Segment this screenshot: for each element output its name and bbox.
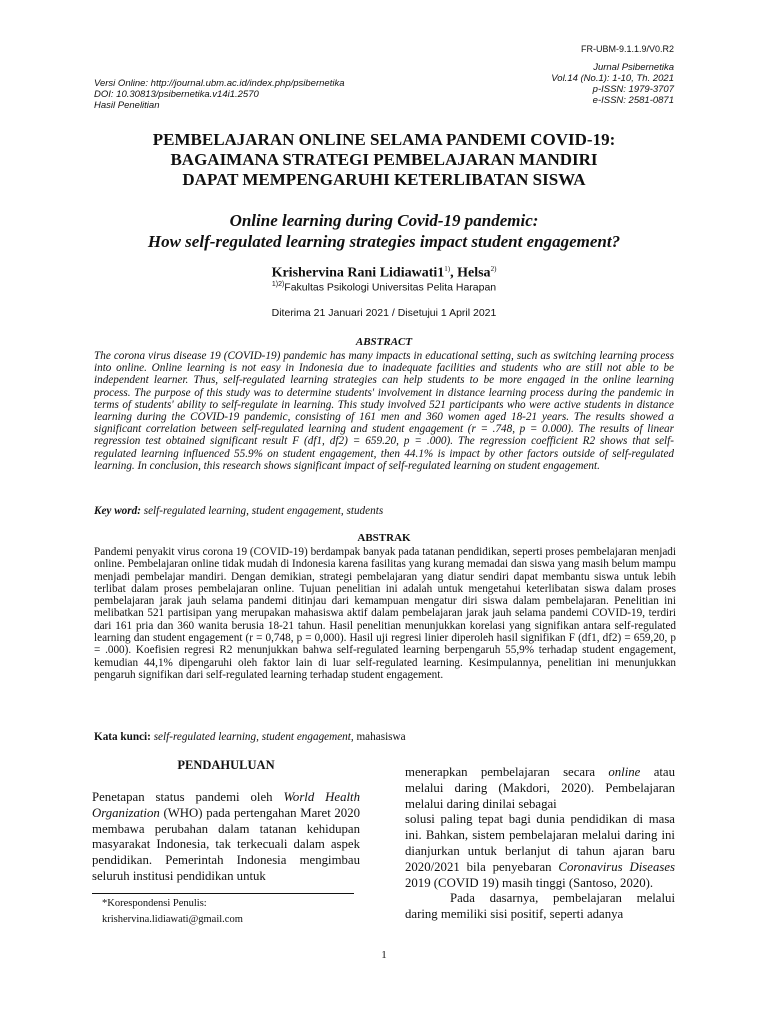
author-1: Krishervina Rani Lidiawati1 — [271, 265, 445, 281]
form-code: FR-UBM-9.1.1.9/V0.R2 — [580, 44, 674, 54]
online-term: online — [608, 765, 641, 779]
journal-p-issn: p-ISSN: 1979-3707 — [592, 84, 674, 95]
abstrak-text: Pandemi penyakit virus corona 19 (COVID-19) berdampak banyak pada tatanan pendidikan, seperti proses pembelajaran menjadi online. Pembelajaran online tidak mudah di Indonesia karena fasilitas yang kurang memadai dan siswa yang masih belum mampu menjadi pembelajar mandiri. Dengan demikian, strategi pembelajaran yang diatur sendiri dapat membantu siswa untuk lebih terlibat dalam proses pembelajaran online. Tujuan penelitian ini adalah untuk mengetahui keterlibatan siswa dalam proses pembelajaran jarak jauh selama pandemi ditinjau dari kemampuan mengatur diri siswa dalam pembelajaran. Penelitian ini melibatkan 521 partisipan yang merupakan mahasiswa aktif dalam pembelajaran jarak jauh selama pandemi COVID-19, terdiri dari 161 pria dan 360 wanita berusia 18-21 tahun. Hasil penelitian menunjukkan korelasi yang signifikan antara self-regulated learning dan student engagement (r = 0,748, p = 0,000). Hasil uji regresi linier diperoleh hasil signifikan F (df1, df2) = 659,20, p = .000). Koefisien regresi R2 menunjukkan bahwa self-regulated learning berpengaruh 55,9% terhadap student engagement, kemudian 44,1% dipengaruhi oleh faktor lain di luar self-regulated learning. Kesimpulannya, penelitian ini menunjukkan pengaruh signifikan dari self-regulated learning terhadap student engagement. — [94, 546, 676, 681]
intro-text-part: Penetapan status pandemi oleh — [92, 790, 284, 804]
footnote — [102, 896, 243, 928]
affiliation — [0, 281, 768, 294]
intro-paragraph — [92, 790, 360, 885]
intro-text-part: (WHO) pada pertengahan Maret 2020 membawa perubahan dalam tatanan kehidupan masyarakat Indonesia, tak terkecuali dalam aspek pendidikan. Pemerintah Indonesia mengimbau seluruh institusi pendidikan untuk — [92, 805, 360, 883]
author-separator: , — [450, 265, 458, 281]
title-line: BAGAIMANA STRATEGI PEMBELAJARAN MANDIRI — [170, 150, 598, 169]
author-2-sup: 2) — [490, 265, 497, 273]
paper-title — [0, 130, 768, 190]
abstract-keywords — [94, 505, 674, 517]
abstrak-keywords — [94, 731, 676, 743]
subtitle-line: How self-regulated learning strategies impact student engagement? — [147, 232, 621, 251]
authors — [0, 265, 768, 282]
right-column — [405, 765, 675, 923]
doi: DOI: 10.30813/psibernetika.v14i1.2570 — [94, 89, 259, 100]
title-line: DAPAT MEMPENGARUHI KETERLIBATAN SISWA — [182, 170, 586, 189]
online-url: Versi Online: http://journal.ubm.ac.id/index.php/psibernetika — [94, 78, 345, 89]
abstrak-keywords-label: Kata kunci: — [94, 731, 151, 743]
journal-volume: Vol.14 (No.1): 1-10, Th. 2021 — [551, 73, 674, 84]
left-column — [92, 758, 360, 885]
right-text-part: menerapkan pembelajaran secara — [405, 765, 609, 779]
footnote-email: krishervina.lidiawati@gmail.com — [102, 914, 243, 925]
who-term: World Health Organization — [92, 790, 360, 820]
abstrak-keywords-tail: mahasiswa — [353, 731, 406, 743]
author-1-sup: 1) — [444, 265, 451, 273]
online-info — [94, 78, 344, 111]
right-paragraph — [405, 812, 675, 891]
abstract-heading: ABSTRACT — [355, 336, 413, 348]
title-line: PEMBELAJARAN ONLINE SELAMA PANDEMI COVID-19: — [152, 130, 616, 149]
right-paragraph: Pada dasarnya, pembelajaran melalui daring memiliki sisi positif, seperti adanya — [405, 891, 675, 922]
abstrak-heading: ABSTRAK — [357, 532, 411, 544]
right-paragraph — [405, 765, 675, 812]
page-number: 1 — [381, 949, 387, 961]
paper-subtitle — [0, 210, 768, 252]
abstrak-keywords-list: self-regulated learning, student engagement, — [150, 731, 354, 743]
abstract-keywords-list: self-regulated learning, student engagement, students — [140, 505, 384, 517]
affiliation-text: Fakultas Psikologi Universitas Pelita Harapan — [284, 281, 497, 294]
footnote-label: *Korespondensi Penulis: — [102, 898, 207, 909]
coronavirus-term: Coronavirus Diseases — [558, 859, 675, 874]
received-dates: Diterima 21 Januari 2021 / Disetujui 1 April 2021 — [271, 307, 497, 319]
right-text-part: solusi paling tepat bagi dunia pendidikan di masa ini. Bahkan, sistem pembelajaran melalui daring ini dianjurkan untuk berlanjut di tahun ajaran baru 2020/2021 bila penyebaran — [405, 812, 675, 874]
author-2: Helsa — [457, 265, 491, 281]
abstract-keywords-label: Key word: — [94, 505, 141, 517]
footnote-divider — [92, 893, 354, 894]
journal-e-issn: e-ISSN: 2581-0871 — [592, 95, 674, 106]
subtitle-line: Online learning during Covid-19 pandemic: — [229, 211, 539, 230]
abstract-text: The corona virus disease 19 (COVID-19) pandemic has many impacts in educational setting, such as switching learning process into online. Online learning is not easy in Indonesia due to inadequate facilities and students who are still not able to be independent learner. Thus, self-regulated learning strategies can help students to be more engaged in the online learning process. The purpose of this study was to determine students' involvement in distance learning process during the pandemic in terms of students' ability to self-regulate in learning. This study involved 521 participants who were active students in distance learning during the COVID-19 pandemic, consisting of 161 men and 360 women aged 18-21 years. The results showed a significant correlation between self-regulated learning and student engagement (r = .748, p = 0.000). The results of linear regression test obtained significant result F (df1, df2) = 659.20, p = .000). The regression coefficient R2 shows that self-regulated learning influenced 55.9% on student engagement, then 44.1% is impact by other factors outside of self-regulated learning. In conclusion, this research shows significant impact of self-regulated learning on student engagement. — [94, 350, 674, 472]
affiliation-sup: 1)2) — [271, 281, 285, 288]
intro-heading: PENDAHULUAN — [177, 758, 275, 772]
journal-name: Jurnal Psibernetika — [593, 62, 674, 73]
right-text-part: atau melalui daring (Makdori, 2020). Pembelajaran melalui daring dinilai sebagai — [405, 765, 676, 811]
right-text-part: 2019 (COVID 19) masih tinggi (Santoso, 2020). — [405, 875, 654, 890]
article-type: Hasil Penelitian — [94, 100, 160, 111]
journal-info — [551, 62, 674, 106]
